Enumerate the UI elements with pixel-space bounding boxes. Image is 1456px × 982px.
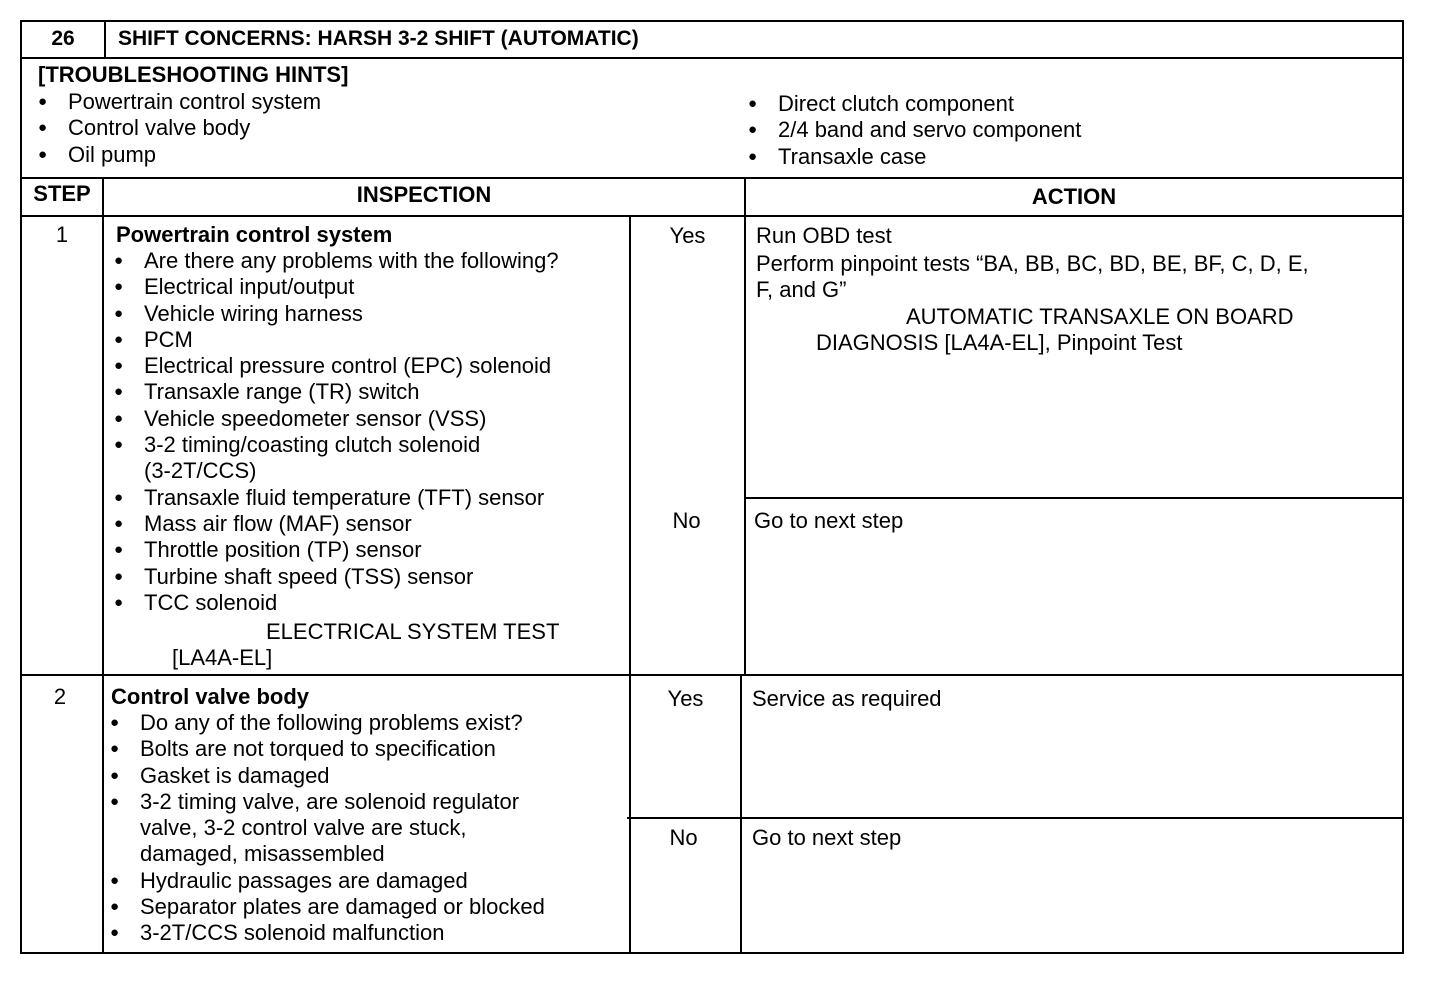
list-item: ● Are there any problems with the following?	[114, 248, 559, 274]
list-item: ● Control valve body	[38, 115, 321, 141]
divider	[20, 177, 1404, 179]
inspection-list	[114, 248, 559, 616]
action-text: Service as required	[752, 686, 942, 711]
list-item: ● Mass air flow (MAF) sensor	[114, 511, 559, 537]
reference-link: AUTOMATIC TRANSAXLE ON BOARD	[906, 304, 1294, 329]
step-number: 2	[53, 684, 67, 709]
action-text: Perform pinpoint tests “BA, BB, BC, BD, BE, BF, C, D, E,	[756, 251, 1309, 276]
list-item: ● 2/4 band and servo component	[748, 117, 1081, 143]
reference-link: ELECTRICAL SYSTEM TEST	[266, 619, 560, 644]
step-number: 1	[55, 222, 69, 247]
column-header-step: STEP	[33, 181, 91, 206]
list-item: ● Do any of the following problems exist?	[110, 710, 545, 736]
item-continuation: (3-2T/CCS)	[144, 458, 257, 484]
list-item: ● Electrical input/output	[114, 274, 559, 300]
divider	[744, 177, 746, 676]
hints-list-left	[38, 89, 321, 168]
list-item: ● Transaxle case	[748, 144, 1081, 170]
list-item: ● Hydraulic passages are damaged	[110, 868, 545, 894]
list-item	[114, 432, 559, 485]
yes-label: Yes	[669, 223, 706, 248]
list-item: ● Oil pump	[38, 142, 321, 168]
reference-link: [LA4A-EL]	[172, 645, 273, 670]
divider	[627, 817, 1404, 819]
item-continuation: valve, 3-2 control valve are stuck,	[140, 815, 467, 841]
list-item: ● Transaxle range (TR) switch	[114, 379, 559, 405]
no-label: No	[672, 508, 701, 533]
list-item: ● Turbine shaft speed (TSS) sensor	[114, 564, 559, 590]
divider	[102, 177, 104, 954]
list-item: ● Separator plates are damaged or blocked	[110, 894, 545, 920]
list-item: ● Throttle position (TP) sensor	[114, 537, 559, 563]
action-text: Run OBD test	[756, 223, 892, 248]
hints-heading: [TROUBLESHOOTING HINTS]	[38, 62, 349, 87]
list-item: ● Electrical pressure control (EPC) solenoid	[114, 353, 559, 379]
action-text: Go to next step	[754, 508, 904, 533]
step-title: Powertrain control system	[116, 222, 393, 247]
inspection-list	[110, 710, 545, 947]
divider	[20, 674, 1404, 676]
list-item: ● Bolts are not torqued to specification	[110, 736, 545, 762]
item-text: 3-2 timing valve, are solenoid regulator	[140, 788, 520, 814]
list-item	[110, 789, 545, 868]
list-item: ● Powertrain control system	[38, 89, 321, 115]
yes-label: Yes	[667, 686, 704, 711]
divider	[20, 215, 1404, 217]
column-header-inspection: INSPECTION	[356, 182, 492, 207]
divider	[104, 20, 106, 59]
action-text: Go to next step	[752, 825, 902, 850]
action-text: F, and G”	[756, 277, 847, 302]
column-header-action: ACTION	[1031, 184, 1117, 209]
page-title: SHIFT CONCERNS: HARSH 3-2 SHIFT (AUTOMATIC)	[118, 27, 639, 50]
divider	[740, 674, 742, 954]
concern-number: 26	[51, 27, 75, 50]
reference-link: DIAGNOSIS [LA4A-EL], Pinpoint Test	[816, 330, 1183, 355]
list-item: ● Gasket is damaged	[110, 763, 545, 789]
item-continuation: damaged, misassembled	[140, 841, 385, 867]
list-item: ● PCM	[114, 327, 559, 353]
list-item: ● 3-2T/CCS solenoid malfunction	[110, 920, 545, 946]
list-item: ● Vehicle speedometer sensor (VSS)	[114, 406, 559, 432]
step-title: Control valve body	[111, 684, 310, 709]
list-item: ● Transaxle fluid temperature (TFT) sensor	[114, 485, 559, 511]
list-item: ● TCC solenoid	[114, 590, 559, 616]
hints-list-right	[748, 91, 1081, 170]
list-item: ● Direct clutch component	[748, 91, 1081, 117]
list-item: ● Vehicle wiring harness	[114, 301, 559, 327]
no-label: No	[669, 825, 698, 850]
divider	[744, 497, 1404, 499]
divider	[20, 57, 1404, 59]
item-text: 3-2 timing/coasting clutch solenoid	[144, 432, 481, 458]
